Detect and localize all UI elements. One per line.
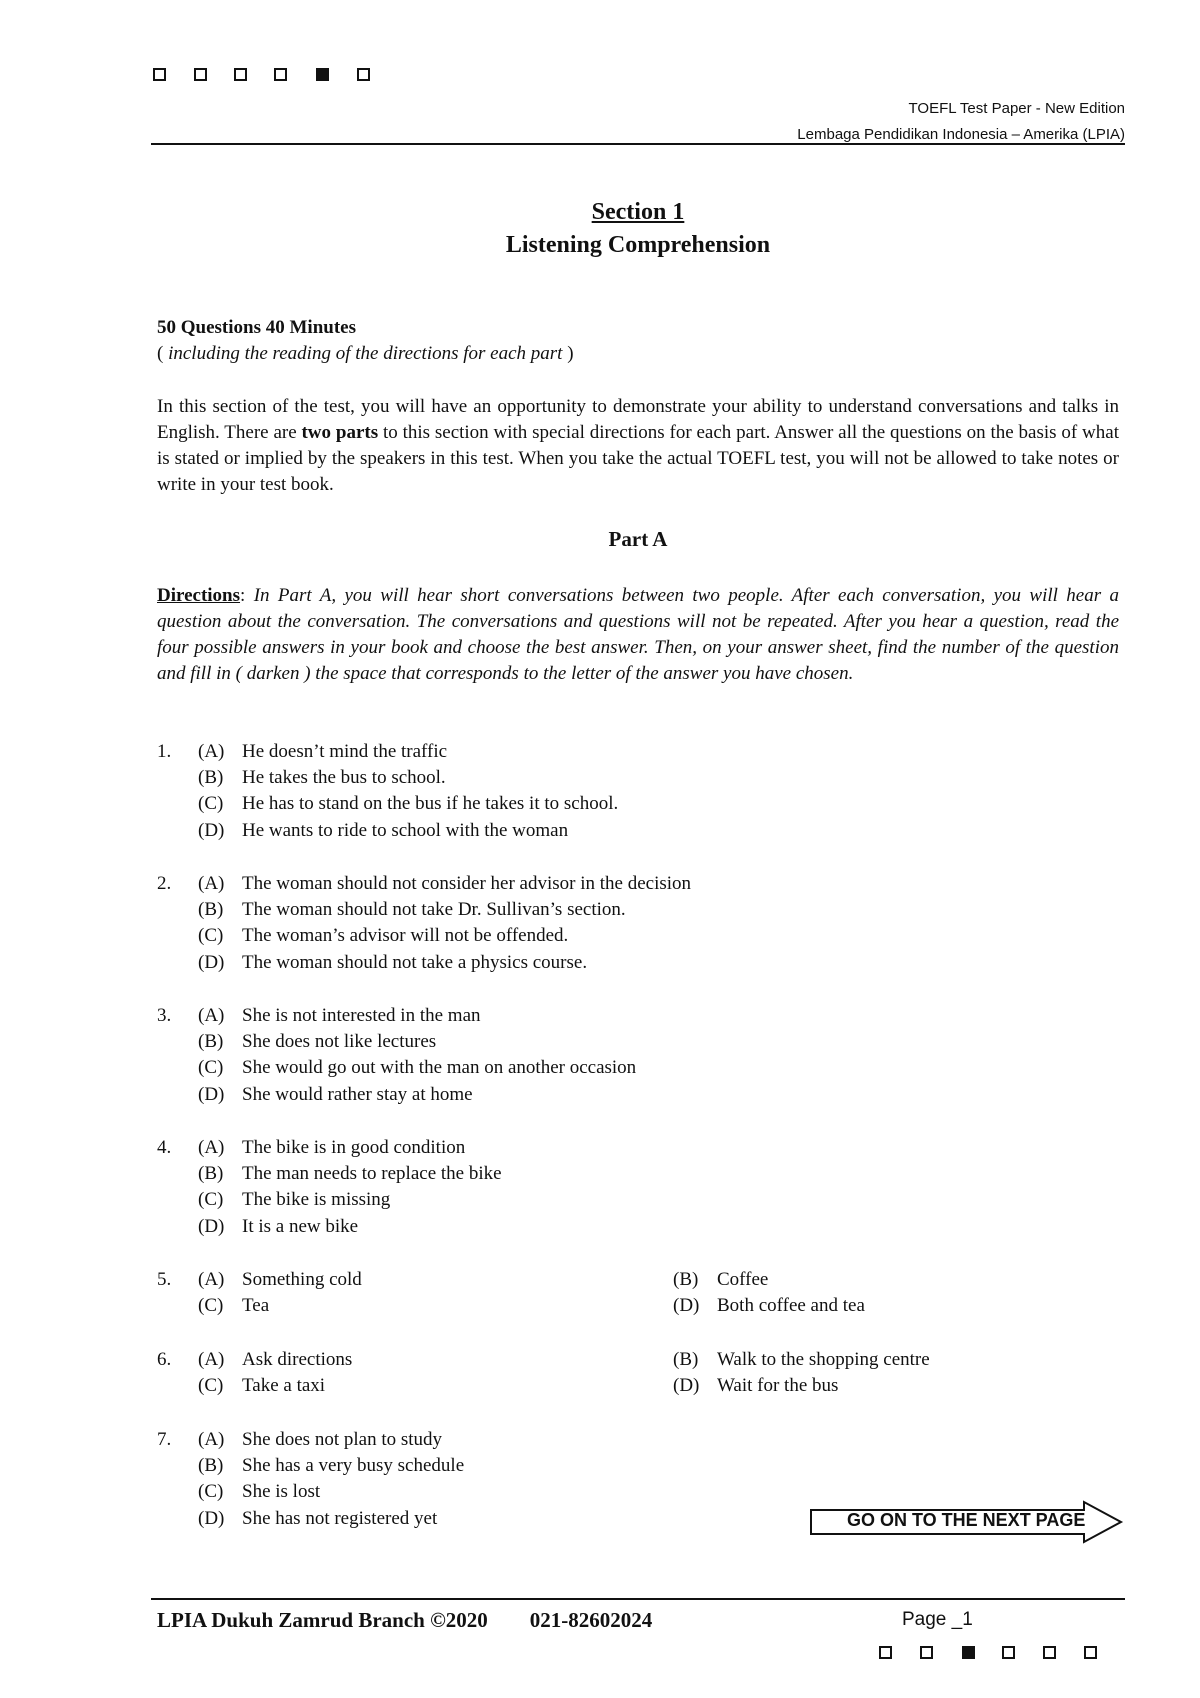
option-c: (C) She is lost [198, 1481, 321, 1502]
option-a: (A) She is not interested in the man [198, 1005, 481, 1026]
question-number: 2. [157, 873, 172, 894]
option-a: (A) He doesn’t mind the traffic [198, 741, 448, 762]
option-c: (C) Take a taxi [198, 1375, 326, 1396]
top-square-1 [153, 68, 166, 81]
option-c: (C) The woman’s advisor will not be offended. [198, 925, 569, 946]
question-number: 6. [157, 1349, 172, 1370]
bottom-square-1 [879, 1646, 892, 1659]
top-square-4 [274, 68, 287, 81]
option-a: (A) She does not plan to study [198, 1429, 443, 1450]
option-c: (C) The bike is missing [198, 1189, 391, 1210]
page-number: Page _1 [902, 1609, 973, 1630]
bottom-square-2 [920, 1646, 933, 1659]
option-a: (A) The woman should not consider her advisor in the decision [198, 873, 692, 894]
option-d: (D) She has not registered yet [198, 1508, 438, 1529]
section-title: Section 1 [591, 199, 685, 225]
part-a-heading: Part A [608, 527, 668, 551]
option-a: (A) Something cold [198, 1269, 362, 1290]
footer-branch: LPIA Dukuh Zamrud Branch ©2020 021-82602024 [157, 1608, 653, 1632]
question-number: 5. [157, 1269, 172, 1290]
question-number: 4. [157, 1137, 172, 1158]
option-b: (B) He takes the bus to school. [198, 767, 446, 788]
bottom-square-4 [1002, 1646, 1015, 1659]
option-d: (D) Wait for the bus [673, 1375, 839, 1396]
option-d: (D) It is a new bike [198, 1216, 359, 1237]
top-square-5 [316, 68, 329, 81]
section-subtitle: Listening Comprehension [505, 232, 771, 258]
bottom-square-5 [1043, 1646, 1056, 1659]
part-a-directions: Directions: In Part A, you will hear short conversations between two people. After each conversation, you will hear a question about the conversation. The conversations and questions will not be repeated. After you hear a question, read the four possible answers in your book and choose the best answer. Then, on your answer sheet, find the number of the question and fill in ( darken ) the space that corresponds to the letter of the answer you have chosen. [157, 585, 1119, 684]
directions-note: ( including the reading of the directions for each part ) [157, 343, 574, 364]
option-d: (D) Both coffee and tea [673, 1295, 865, 1316]
top-square-6 [357, 68, 370, 81]
option-c: (C) She would go out with the man on another occasion [198, 1057, 637, 1078]
top-square-2 [194, 68, 207, 81]
footer-rule [151, 1598, 1125, 1600]
option-a: (A) Ask directions [198, 1349, 353, 1370]
option-a: (A) The bike is in good condition [198, 1137, 466, 1158]
option-b: (B) Walk to the shopping centre [673, 1349, 930, 1370]
intro-paragraph: In this section of the test, you will have an opportunity to demonstrate your ability to understand conversations and talks in English. There are two parts to this section with special directions for each part. Answer all the questions on the basis of what is stated or implied by the speakers in this test. When you take the actual TOEFL test, you will not be allowed to take notes or write in your test book. [157, 396, 1119, 495]
next-page-label: GO ON TO THE NEXT PAGE [847, 1510, 1086, 1530]
option-b: (B) She does not like lectures [198, 1031, 437, 1052]
bottom-square-6 [1084, 1646, 1097, 1659]
questions-minutes: 50 Questions 40 Minutes [157, 317, 356, 338]
header-institution: Lembaga Pendidikan Indonesia – Amerika (LPIA) [797, 126, 1125, 143]
question-number: 3. [157, 1005, 172, 1026]
option-c: (C) He has to stand on the bus if he takes it to school. [198, 793, 619, 814]
header-title: TOEFL Test Paper - New Edition [908, 100, 1125, 117]
question-number: 1. [157, 741, 172, 762]
option-d: (D) The woman should not take a physics course. [198, 952, 588, 973]
option-d: (D) He wants to ride to school with the woman [198, 820, 569, 841]
top-square-3 [234, 68, 247, 81]
option-b: (B) The woman should not take Dr. Sullivan’s section. [198, 899, 626, 920]
next-page-arrow [809, 1500, 1125, 1544]
option-b: (B) She has a very busy schedule [198, 1455, 465, 1476]
option-b: (B) Coffee [673, 1269, 769, 1290]
option-d: (D) She would rather stay at home [198, 1084, 473, 1105]
bottom-square-3 [962, 1646, 975, 1659]
option-b: (B) The man needs to replace the bike [198, 1163, 502, 1184]
question-number: 7. [157, 1429, 172, 1450]
header-rule [151, 143, 1125, 145]
option-c: (C) Tea [198, 1295, 270, 1316]
